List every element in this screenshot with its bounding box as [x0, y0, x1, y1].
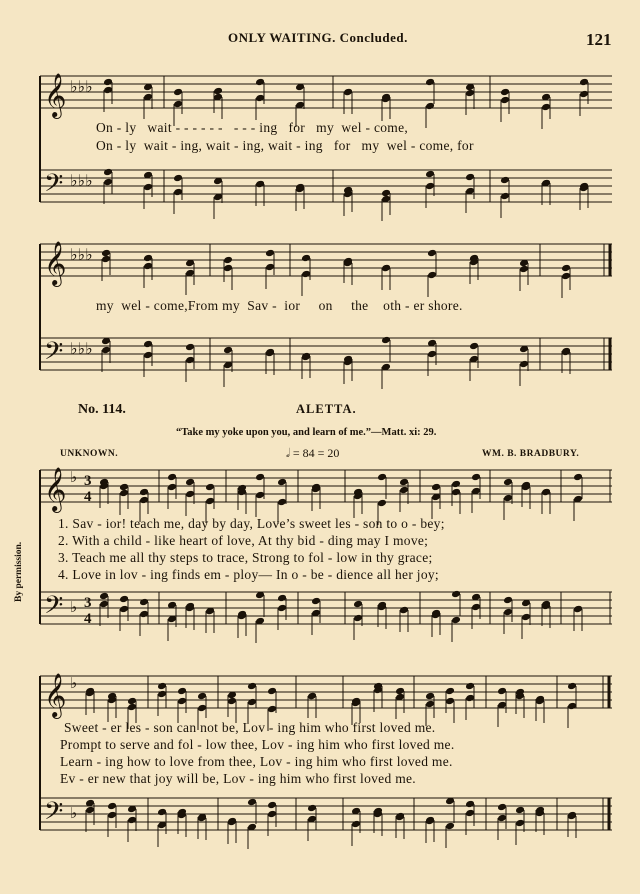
- note-head: [173, 88, 183, 97]
- hymn-number: No. 114.: [78, 402, 126, 417]
- note-head: [445, 822, 455, 831]
- note-head: [471, 603, 481, 612]
- note-head: [247, 682, 257, 691]
- note-head: [381, 336, 391, 345]
- note-head: [465, 800, 475, 809]
- note-head: [471, 473, 481, 482]
- note-head: [143, 254, 153, 263]
- note-head: [103, 86, 113, 95]
- note-head: [445, 697, 455, 706]
- note-head: [399, 606, 409, 615]
- note-head: [107, 802, 117, 811]
- note-head: [399, 478, 409, 487]
- note-head: [185, 490, 195, 499]
- tempo-marking: 𝅗𝅥 = 84 = 20: [286, 446, 340, 460]
- permission-note: By permission.: [14, 541, 24, 602]
- svg-text:♭♭♭: ♭♭♭: [70, 171, 93, 190]
- svg-text:𝄞: 𝄞: [44, 241, 67, 285]
- note-head: [255, 78, 265, 87]
- svg-text:♭: ♭: [70, 674, 78, 692]
- note-head: [101, 346, 111, 355]
- verse-3-line-a: 3. Teach me all thy steps to trace, Strong to fol - low in thy grace;: [58, 550, 433, 565]
- note-head: [503, 608, 513, 617]
- note-head: [197, 704, 207, 713]
- note-head: [353, 600, 363, 609]
- note-head: [223, 264, 233, 273]
- note-head: [185, 356, 195, 365]
- note-head: [497, 803, 507, 812]
- note-head: [223, 256, 233, 265]
- note-head: [265, 263, 275, 272]
- note-head: [451, 488, 461, 497]
- note-head: [267, 705, 277, 714]
- svg-text:♭: ♭: [70, 804, 78, 822]
- note-head: [277, 594, 287, 603]
- svg-text:♭♭♭: ♭♭♭: [70, 77, 93, 96]
- note-head: [267, 801, 277, 810]
- note-head: [157, 808, 167, 817]
- note-head: [465, 89, 475, 98]
- note-head: [119, 605, 129, 614]
- note-head: [351, 820, 361, 829]
- note-head: [500, 96, 510, 105]
- note-head: [503, 596, 513, 605]
- note-head: [255, 94, 265, 103]
- note-head: [301, 254, 311, 263]
- svg-text:𝄞: 𝄞: [44, 467, 67, 511]
- note-head: [377, 499, 387, 508]
- note-head: [425, 102, 435, 111]
- page-number: 121: [586, 30, 612, 49]
- note-head: [205, 483, 215, 492]
- lyric-line-1: On - ly wait - - - - - - - - - ing for my wel - come,: [96, 120, 409, 135]
- note-head: [353, 614, 363, 623]
- note-head: [521, 613, 531, 622]
- note-head: [377, 473, 387, 482]
- note-head: [561, 264, 571, 273]
- note-head: [445, 687, 455, 696]
- note-head: [431, 483, 441, 492]
- note-head: [573, 473, 583, 482]
- note-head: [267, 687, 277, 696]
- treble-clef-icon: 𝄞: [44, 73, 67, 117]
- note-head: [173, 100, 183, 109]
- verse-4-line-b: Ev - er new that joy will be, Lov - ing him who first loved me.: [60, 771, 416, 786]
- note-head: [99, 600, 109, 609]
- note-head: [497, 687, 507, 696]
- note-head: [503, 478, 513, 487]
- note-head: [301, 270, 311, 279]
- note-head: [500, 176, 510, 185]
- note-head: [255, 180, 265, 189]
- note-head: [425, 182, 435, 191]
- note-head: [247, 698, 257, 707]
- svg-text:3: 3: [84, 473, 92, 489]
- composer-credit: WM. B. BRADBURY.: [482, 449, 580, 459]
- note-head: [277, 478, 287, 487]
- note-head: [277, 498, 287, 507]
- note-head: [85, 806, 95, 815]
- note-head: [185, 478, 195, 487]
- note-head: [139, 598, 149, 607]
- scripture-reference: “Take my yoke upon you, and learn of me.”—Matt. xi: 29.: [176, 427, 437, 438]
- note-head: [519, 360, 529, 369]
- note-head: [500, 192, 510, 201]
- verse-4-line-a: 4. Love in lov - ing finds em - ploy— In o - be - dience all her joy;: [58, 567, 439, 582]
- note-head: [573, 605, 583, 614]
- note-head: [223, 346, 233, 355]
- note-head: [519, 265, 529, 274]
- verse-3-line-b: Learn - ing how to love from thee, Lov - ing him who first loved me.: [60, 754, 453, 769]
- note-head: [541, 103, 551, 112]
- note-head: [143, 183, 153, 192]
- svg-text:𝄢: 𝄢: [44, 591, 64, 626]
- note-head: [307, 804, 317, 813]
- note-head: [139, 610, 149, 619]
- verse-1-line-b: Sweet - er les - son can not be, Lov - ing him who first loved me.: [64, 720, 436, 735]
- svg-text:♭: ♭: [70, 598, 78, 616]
- svg-text:4: 4: [84, 611, 92, 627]
- note-head: [255, 473, 265, 482]
- hymn-title: ALETTA.: [296, 402, 357, 416]
- note-head: [119, 595, 129, 604]
- note-head: [127, 816, 137, 825]
- note-head: [469, 342, 479, 351]
- note-head: [311, 597, 321, 606]
- note-head: [465, 173, 475, 182]
- lyric-line-3: my wel - come,From my Sav - ior on the oth - er shore.: [96, 298, 463, 313]
- note-head: [427, 271, 437, 280]
- note-head: [579, 90, 589, 99]
- note-head: [277, 604, 287, 613]
- note-head: [213, 87, 223, 96]
- note-head: [265, 249, 275, 258]
- note-head: [143, 340, 153, 349]
- svg-text:♭♭♭: ♭♭♭: [70, 245, 93, 264]
- note-head: [567, 702, 577, 711]
- note-head: [103, 78, 113, 87]
- note-head: [157, 690, 167, 699]
- svg-text:4: 4: [84, 489, 92, 505]
- verse-2-line-b: Prompt to serve and fol - low thee, Lov - ing him who first loved me.: [60, 737, 455, 752]
- note-head: [503, 494, 513, 503]
- lyric-line-2: On - ly wait - ing, wait - ing, wait - ing for my wel - come, for: [96, 138, 474, 153]
- note-head: [255, 491, 265, 500]
- bass-clef-icon: 𝄢: [44, 169, 64, 204]
- note-head: [185, 343, 195, 352]
- note-head: [465, 682, 475, 691]
- note-head: [425, 78, 435, 87]
- svg-text:3: 3: [84, 595, 92, 611]
- note-head: [157, 682, 167, 691]
- note-head: [399, 486, 409, 495]
- note-head: [103, 168, 113, 177]
- note-head: [247, 798, 257, 807]
- note-head: [107, 811, 117, 820]
- note-head: [177, 687, 187, 696]
- note-head: [579, 78, 589, 87]
- svg-text:𝄢: 𝄢: [44, 337, 64, 372]
- note-head: [561, 272, 571, 281]
- note-head: [307, 692, 317, 701]
- svg-text:𝄢: 𝄢: [44, 797, 64, 832]
- note-head: [500, 88, 510, 97]
- note-head: [167, 483, 177, 492]
- note-head: [197, 692, 207, 701]
- verse-2-line-a: 2. With a child - like heart of love, At thy bid - ding may I move;: [58, 533, 429, 548]
- note-head: [515, 806, 525, 815]
- note-head: [173, 188, 183, 197]
- note-head: [205, 497, 215, 506]
- note-head: [465, 809, 475, 818]
- note-head: [177, 697, 187, 706]
- note-head: [127, 703, 137, 712]
- note-head: [173, 174, 183, 183]
- note-head: [101, 255, 111, 264]
- note-head: [541, 488, 551, 497]
- note-head: [143, 262, 153, 271]
- note-head: [451, 590, 461, 599]
- note-head: [425, 700, 435, 709]
- note-head: [167, 473, 177, 482]
- note-head: [427, 249, 437, 258]
- note-head: [425, 170, 435, 179]
- note-head: [139, 488, 149, 497]
- svg-text:𝄞: 𝄞: [44, 673, 67, 717]
- note-head: [497, 814, 507, 823]
- note-head: [139, 496, 149, 505]
- author-credit: UNKNOWN.: [60, 449, 119, 459]
- note-head: [143, 351, 153, 360]
- note-head: [381, 264, 391, 273]
- note-head: [103, 178, 113, 187]
- svg-text:♭: ♭: [70, 468, 78, 486]
- note-head: [99, 592, 109, 601]
- running-header: ONLY WAITING. Concluded.: [228, 30, 408, 45]
- note-head: [465, 694, 475, 703]
- note-head: [343, 88, 353, 97]
- verse-1-line-a: 1. Sav - ior! teach me, day by day, Love’s sweet les - son to o - bey;: [58, 516, 445, 531]
- note-head: [515, 819, 525, 828]
- note-head: [451, 616, 461, 625]
- note-head: [119, 489, 129, 498]
- svg-text:♭♭♭: ♭♭♭: [70, 339, 93, 358]
- note-head: [427, 350, 437, 359]
- note-head: [567, 682, 577, 691]
- note-head: [425, 692, 435, 701]
- note-head: [267, 810, 277, 819]
- note-head: [451, 480, 461, 489]
